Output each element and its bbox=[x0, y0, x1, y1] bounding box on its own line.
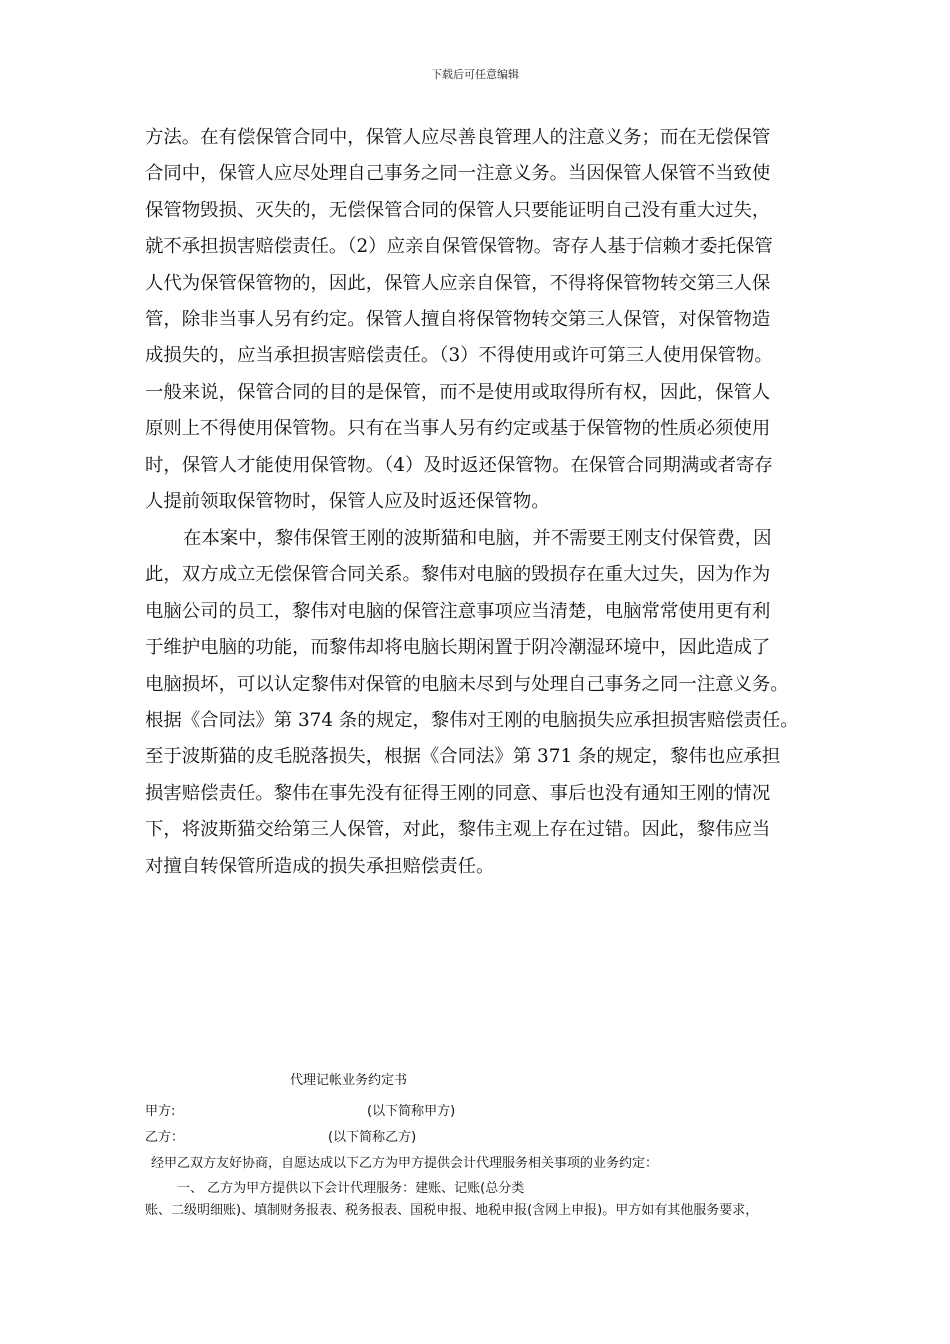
text-line: 人提前领取保管物时，保管人应及时返还保管物。 bbox=[145, 490, 550, 512]
text-line: 方法。在有偿保管合同中，保管人应尽善良管理人的注意义务；而在无偿保管 bbox=[145, 127, 771, 148]
text-line: 成损失的，应当承担损害赔偿责任。（3）不得使用或许可第三人使用保管物。 bbox=[145, 345, 773, 367]
text-line: 对擅自转保管所造成的损失承担赔偿责任。 bbox=[145, 855, 495, 877]
text-line: 下，将波斯猫交给第三人保管，对此，黎伟主观上存在过错。因此，黎伟应当 bbox=[145, 819, 771, 841]
contract-item-1-continued: 账、二级明细账)、填制财务报表、税务报表、国税申报、地税申报(含网上申报)。甲方如有其他服务要求， bbox=[145, 1203, 759, 1218]
text-line: 就不承担损害赔偿责任。（2）应亲自保管保管物。寄存人基于信赖才委托保管 bbox=[145, 236, 773, 258]
text-line: 此，双方成立无偿保管合同关系。黎伟对电脑的毁损存在重大过失，因为作为 bbox=[145, 564, 771, 586]
text-line: 在本案中，黎伟保管王刚的波斯猫和电脑，并不需要王刚支付保管费，因 bbox=[183, 528, 772, 549]
party-a-label: 甲方: bbox=[145, 1104, 176, 1119]
text-line: 电脑损坏，可以认定黎伟对保管的电脑未尽到与处理自己事务之同一注意义务。 bbox=[145, 673, 789, 695]
paragraph-2 bbox=[145, 521, 810, 885]
text-line: 电脑公司的员工，黎伟对电脑的保管注意事项应当清楚，电脑常常使用更有利 bbox=[145, 600, 771, 622]
contract-intro: 经甲乙双方友好协商，自愿达成以下乙方为甲方提供会计代理服务相关事项的业务约定： bbox=[151, 1156, 659, 1171]
contract-item-1: 一、 乙方为甲方提供以下会计代理服务：建账、记账(总分类 bbox=[177, 1181, 525, 1196]
paragraph-1 bbox=[145, 120, 810, 520]
text-line: 时，保管人才能使用保管物。（4）及时返还保管物。在保管合同期满或者寄存 bbox=[145, 454, 773, 476]
party-a-note: (以下简称甲方) bbox=[367, 1104, 456, 1119]
page-header: 下载后可任意编辑 bbox=[431, 68, 519, 81]
text-line: 合同中，保管人应尽处理自己事务之同一注意义务。当因保管人保管不当致使 bbox=[145, 163, 771, 185]
text-line: 至于波斯猫的皮毛脱落损失，根据《合同法》第 371 条的规定，黎伟也应承担 bbox=[145, 746, 781, 768]
text-line: 原则上不得使用保管物。只有在当事人另有约定或基于保管物的性质必须使用 bbox=[145, 418, 771, 440]
text-line: 保管物毁损、灭失的，无偿保管合同的保管人只要能证明自己没有重大过失， bbox=[145, 199, 771, 221]
text-line: 于维护电脑的功能，而黎伟却将电脑长期闲置于阴冷潮湿环境中，因此造成了 bbox=[145, 637, 771, 659]
contract-title: 代理记帐业务约定书 bbox=[290, 1073, 408, 1088]
text-line: 根据《合同法》第 374 条的规定，黎伟对王刚的电脑损失应承担损害赔偿责任。 bbox=[145, 709, 799, 731]
party-b-note: (以下简称乙方) bbox=[328, 1130, 417, 1145]
text-line: 人代为保管保管物的，因此，保管人应亲自保管，不得将保管物转交第三人保 bbox=[145, 272, 771, 294]
text-line: 管，除非当事人另有约定。保管人擅自将保管物转交第三人保管，对保管物造 bbox=[145, 308, 771, 330]
party-b-row bbox=[145, 1126, 815, 1145]
party-a-row bbox=[145, 1100, 815, 1119]
text-line: 损害赔偿责任。黎伟在事先没有征得王刚的同意、事后也没有通知王刚的情况 bbox=[145, 782, 771, 804]
party-b-label: 乙方： bbox=[145, 1130, 185, 1145]
text-line: 一般来说，保管合同的目的是保管，而不是使用或取得所有权，因此，保管人 bbox=[145, 381, 771, 403]
